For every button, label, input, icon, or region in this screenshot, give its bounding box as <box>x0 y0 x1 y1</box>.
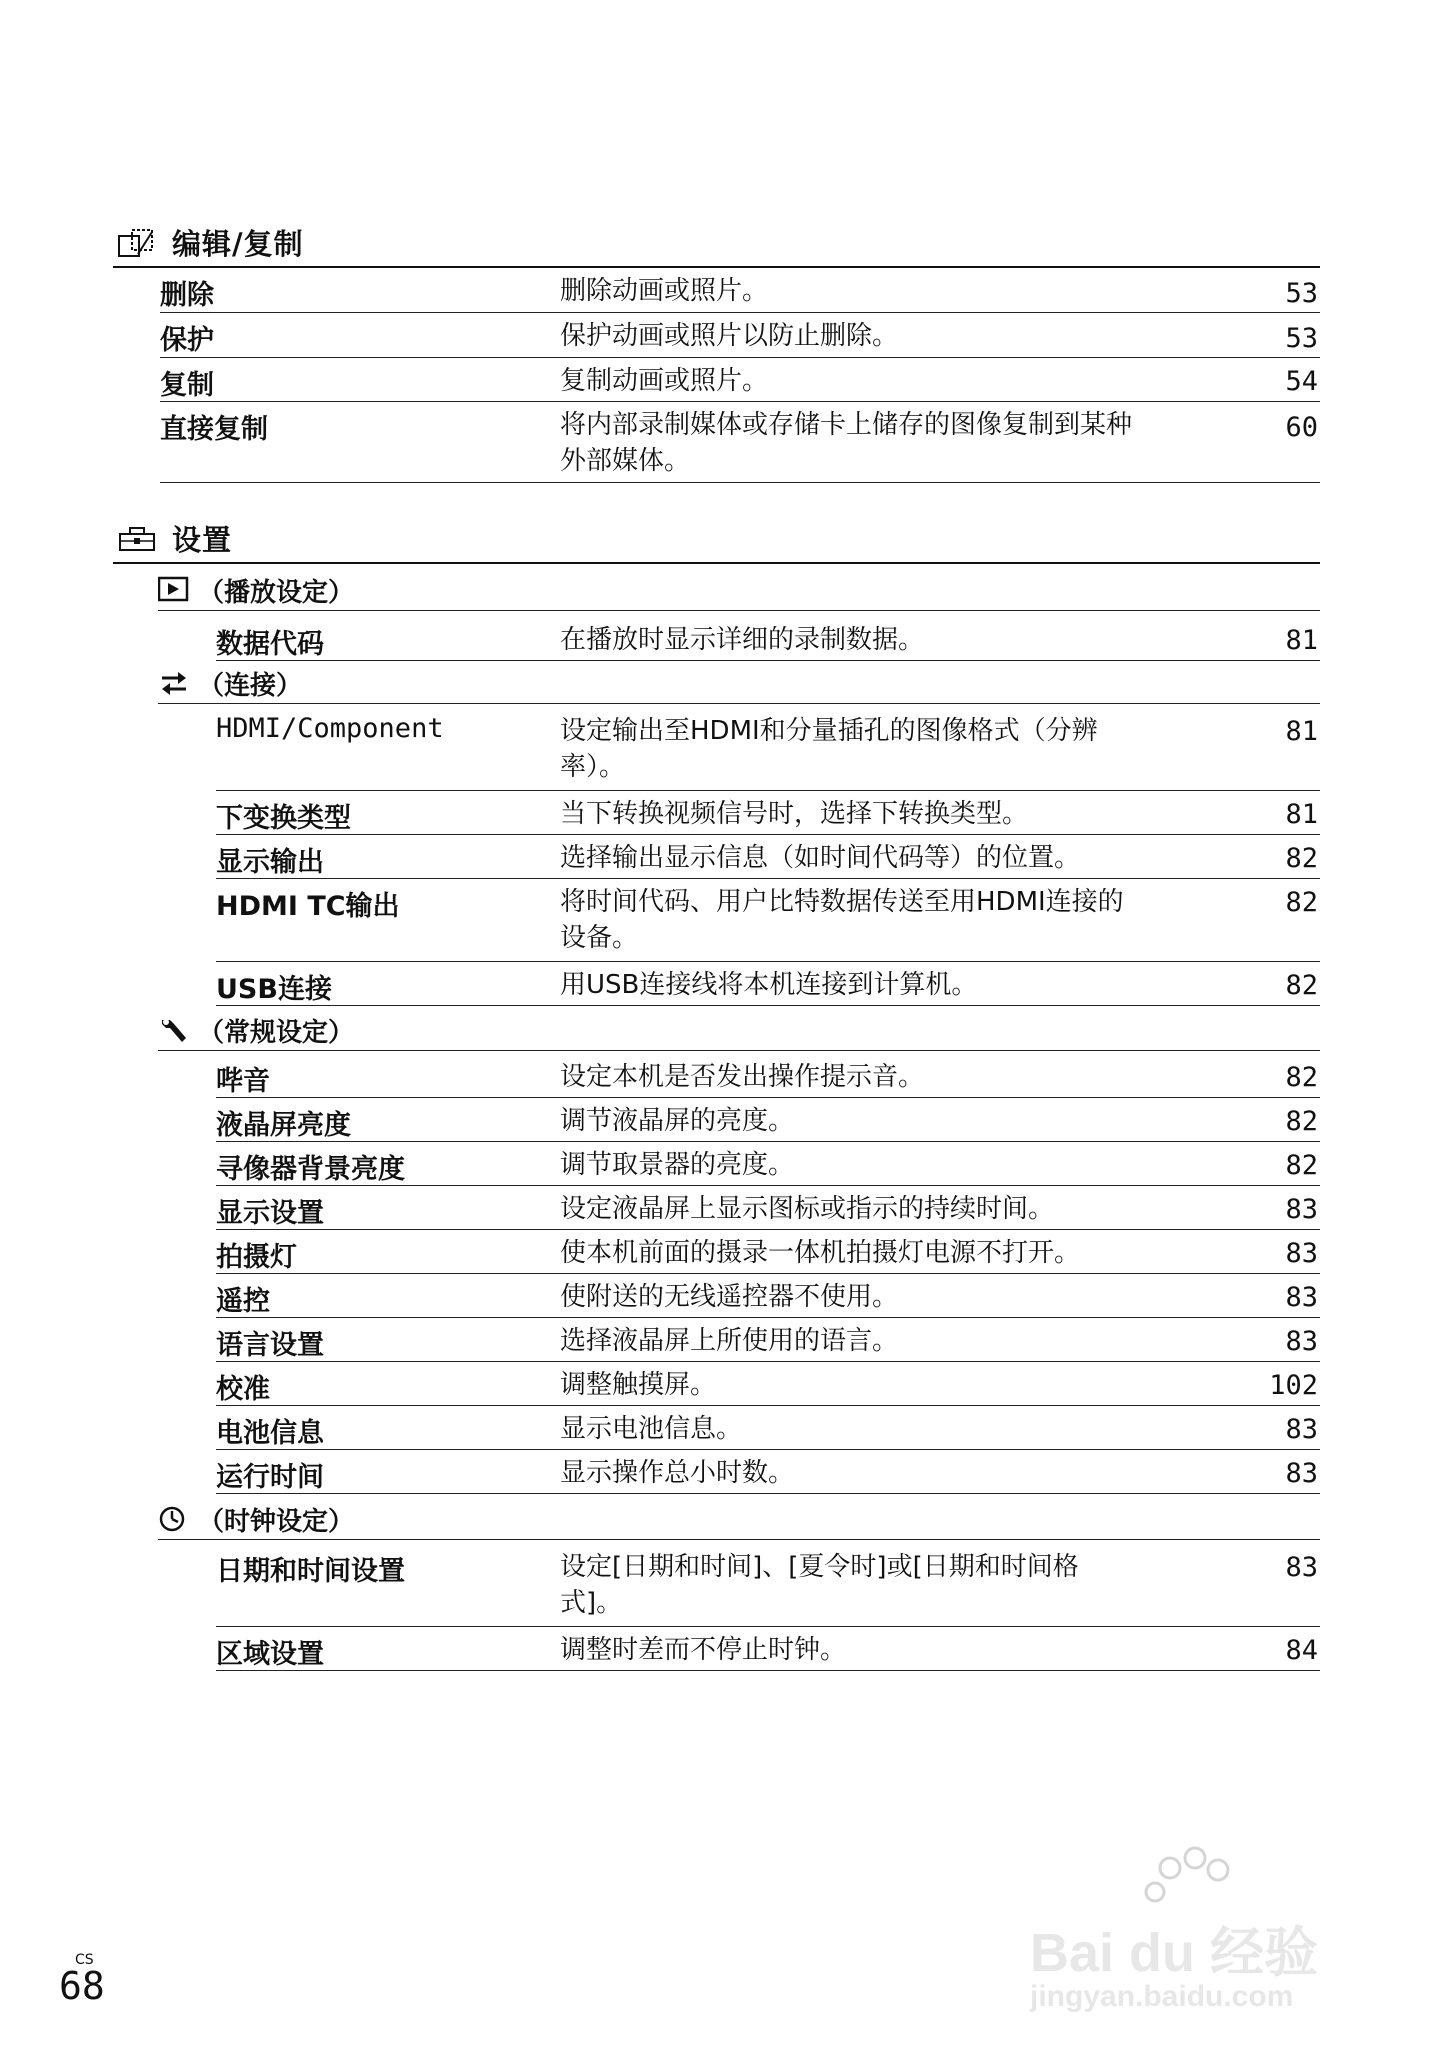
table-row[interactable] <box>216 1544 1320 1627</box>
subsection-label: （连接） <box>198 671 303 701</box>
item-page: 84 <box>1285 1635 1318 1666</box>
watermark <box>1030 1840 1430 2040</box>
item-name: 运行时间 <box>216 1462 324 1493</box>
table-row[interactable] <box>160 268 1320 313</box>
item-name: 区域设置 <box>216 1639 324 1670</box>
section-setup-title: 设置 <box>172 523 233 557</box>
language-code: CS <box>75 1952 94 1968</box>
item-desc: 设定本机是否发出操作提示音。 <box>560 1062 925 1092</box>
item-desc: 调节液晶屏的亮度。 <box>560 1106 795 1136</box>
item-name: HDMI/Component <box>216 713 444 744</box>
item-desc-line1: 设定输出至HDMI和分量插孔的图像格式（分辨 <box>560 716 1098 746</box>
clock-icon <box>158 1505 190 1533</box>
item-desc-line2: 式]。 <box>560 1588 623 1618</box>
item-page: 83 <box>1285 1414 1318 1445</box>
page-number: 68 <box>59 1964 105 2008</box>
table-row[interactable] <box>216 879 1320 962</box>
item-page: 53 <box>1285 278 1318 309</box>
item-page: 81 <box>1285 716 1318 747</box>
item-name: 哔音 <box>216 1066 270 1097</box>
subsection-label: （播放设定） <box>198 578 355 608</box>
item-desc: 调整时差而不停止时钟。 <box>560 1635 847 1665</box>
item-name: HDMI TC输出 <box>216 891 400 922</box>
item-name: 下变换类型 <box>216 803 351 834</box>
item-name: 电池信息 <box>216 1418 324 1449</box>
item-page: 53 <box>1285 323 1318 354</box>
item-name: 日期和时间设置 <box>216 1556 405 1587</box>
subsection-general <box>158 1010 1320 1051</box>
table-row[interactable] <box>216 1362 1320 1406</box>
item-name: 显示设置 <box>216 1198 324 1229</box>
table-row[interactable] <box>216 1450 1320 1494</box>
table-row[interactable] <box>216 835 1320 879</box>
subsection-label: （常规设定） <box>198 1018 355 1048</box>
table-row[interactable] <box>216 1627 1320 1671</box>
item-page: 82 <box>1285 887 1318 918</box>
item-name: 校准 <box>216 1374 270 1405</box>
item-desc: 显示操作总小时数。 <box>560 1458 795 1488</box>
table-row[interactable] <box>216 1098 1320 1142</box>
item-page: 82 <box>1285 1106 1318 1137</box>
section-edit-title: 编辑/复制 <box>172 227 304 261</box>
item-desc: 在播放时显示详细的录制数据。 <box>560 625 925 655</box>
item-desc: 选择输出显示信息（如时间代码等）的位置。 <box>560 843 1081 873</box>
item-desc: 使本机前面的摄录一体机拍摄灯电源不打开。 <box>560 1238 1081 1268</box>
item-name: 遥控 <box>216 1286 270 1317</box>
item-desc: 用USB连接线将本机连接到计算机。 <box>560 970 978 1000</box>
item-name: 数据代码 <box>216 629 324 660</box>
item-name: USB连接 <box>216 974 332 1005</box>
table-row[interactable] <box>216 1230 1320 1274</box>
item-page: 83 <box>1285 1552 1318 1583</box>
item-page: 83 <box>1285 1282 1318 1313</box>
item-desc-line2: 外部媒体。 <box>560 446 691 476</box>
section-edit-header <box>113 222 1320 268</box>
table-row[interactable] <box>216 1274 1320 1318</box>
subsection-connection <box>158 663 1320 704</box>
item-desc-line2: 设备。 <box>560 923 639 953</box>
table-row[interactable] <box>160 358 1320 402</box>
item-desc: 调整触摸屏。 <box>560 1370 717 1400</box>
item-page: 81 <box>1285 625 1318 656</box>
item-page: 82 <box>1285 1062 1318 1093</box>
table-row[interactable] <box>216 1318 1320 1362</box>
subsection-label: （时钟设定） <box>198 1507 355 1537</box>
item-name: 复制 <box>160 370 214 401</box>
table-row[interactable] <box>216 791 1320 835</box>
item-desc-line1: 将内部录制媒体或存储卡上储存的图像复制到某种 <box>560 410 1133 440</box>
edit-copy-icon <box>118 228 156 258</box>
item-page: 54 <box>1285 366 1318 397</box>
item-desc: 选择液晶屏上所使用的语言。 <box>560 1326 899 1356</box>
item-desc-line1: 设定[日期和时间]、[夏令时]或[日期和时间格 <box>560 1552 1079 1582</box>
item-page: 81 <box>1285 799 1318 830</box>
item-page: 60 <box>1285 412 1318 443</box>
table-row[interactable] <box>216 617 1320 661</box>
item-desc-line2: 率）。 <box>560 752 626 782</box>
item-page: 83 <box>1285 1458 1318 1489</box>
item-page: 83 <box>1285 1326 1318 1357</box>
playback-icon <box>158 576 190 604</box>
watermark-brand: Bai du 经验 <box>1030 1923 1319 1983</box>
item-page: 102 <box>1269 1370 1318 1401</box>
subsection-playback <box>158 570 1320 611</box>
table-row[interactable] <box>216 1186 1320 1230</box>
connection-arrows-icon <box>158 669 190 697</box>
item-desc: 保护动画或照片以防止删除。 <box>560 321 899 351</box>
table-row[interactable] <box>216 962 1320 1006</box>
item-page: 82 <box>1285 970 1318 1001</box>
subsection-clock <box>158 1499 1320 1540</box>
item-name: 液晶屏亮度 <box>216 1110 351 1141</box>
item-name: 语言设置 <box>216 1330 324 1361</box>
table-row[interactable] <box>216 708 1320 791</box>
item-desc-line1: 将时间代码、用户比特数据传送至用HDMI连接的 <box>560 887 1124 917</box>
watermark-url: jingyan.baidu.com <box>1030 1980 1294 2013</box>
wrench-icon <box>158 1016 190 1044</box>
table-row[interactable] <box>216 1406 1320 1450</box>
item-desc: 复制动画或照片。 <box>560 366 769 396</box>
toolbox-icon <box>118 524 156 554</box>
item-name: 寻像器背景亮度 <box>216 1154 405 1185</box>
item-desc: 使附送的无线遥控器不使用。 <box>560 1282 899 1312</box>
table-row[interactable] <box>160 402 1320 483</box>
item-name: 删除 <box>160 280 214 311</box>
item-name: 显示输出 <box>216 847 324 878</box>
table-row[interactable] <box>160 313 1320 358</box>
item-name: 拍摄灯 <box>216 1242 297 1273</box>
item-desc: 调节取景器的亮度。 <box>560 1150 795 1180</box>
table-row[interactable] <box>216 1142 1320 1186</box>
item-name: 直接复制 <box>160 414 268 445</box>
item-desc: 设定液晶屏上显示图标或指示的持续时间。 <box>560 1194 1055 1224</box>
item-name: 保护 <box>160 325 214 356</box>
item-desc: 当下转换视频信号时，选择下转换类型。 <box>560 799 1029 829</box>
item-page: 82 <box>1285 1150 1318 1181</box>
section-setup-header <box>113 518 1320 564</box>
item-desc: 显示电池信息。 <box>560 1414 743 1444</box>
table-row[interactable] <box>216 1054 1320 1098</box>
item-page: 83 <box>1285 1194 1318 1225</box>
item-desc: 删除动画或照片。 <box>560 276 769 306</box>
item-page: 82 <box>1285 843 1318 874</box>
item-page: 83 <box>1285 1238 1318 1269</box>
